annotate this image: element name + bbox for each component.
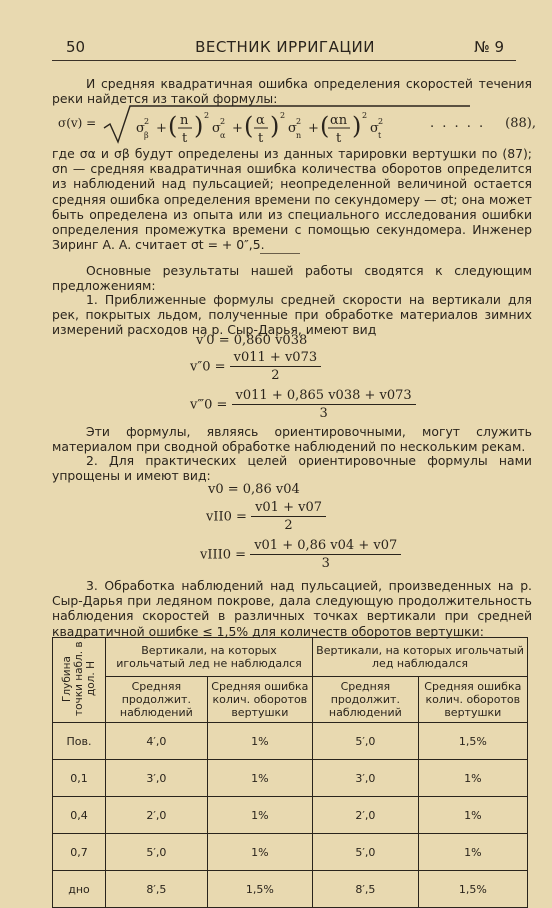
duration-table (52, 637, 528, 908)
item-1: 1. Приближенные формулы средней скорости на вертикали для рек, покрытых льдом, полученные при обработке материалов зимних измерений расходов на р. Сыр-Дарья, имеют вид (52, 292, 532, 338)
svg-text:β: β (144, 131, 149, 140)
svg-text:α: α (220, 131, 226, 140)
svg-text:t: t (336, 131, 342, 144)
results-intro: Основные результаты нашей работы сводятся к следующим предложениям: (52, 263, 532, 294)
svg-text:): ) (194, 112, 204, 140)
svg-text:t: t (182, 131, 188, 144)
item-2: 2. Для практических целей ориентировочные формулы нами упрощены и имеют вид: (52, 453, 532, 484)
svg-text:2: 2 (362, 111, 368, 120)
formula-88-dots: . . . . . (430, 116, 486, 131)
svg-text:σ: σ (136, 121, 145, 136)
svg-text:): ) (270, 112, 280, 140)
page-number: 50 (66, 38, 86, 56)
table-row: 0,4 2′,0 1% 2′,0 1% (53, 797, 528, 834)
svg-text:(: ( (320, 112, 330, 140)
svg-text:2: 2 (280, 111, 286, 120)
formula-v0-iii: vIII0 = $\frac{v01 + 0,86 v04 + v07}{3}$ (200, 538, 401, 572)
svg-text:t: t (258, 131, 264, 144)
journal-title: ВЕСТНИК ИРРИГАЦИИ (195, 38, 375, 56)
svg-text:): ) (352, 112, 362, 140)
svg-text:(: ( (168, 112, 178, 140)
header-rule (52, 60, 516, 61)
table-row: Пов. 4′,0 1% 5′,0 1,5% (53, 723, 528, 760)
explanation-paragraph: где σα и σβ будут определены из данных тарировки вертушки по (87); σn — средняя квадратичная ошибка количества оборотов определится из наблюдений над пульсацией; неопределенной величиной остается средняя ошибка определения времени по секундомеру — σt; она может быть определена из опыта или из специального исследования ошибки определения промежутка времени с помощью секундомера. Инженер Зиринг А. А. считает σt = + 0″,5. (52, 146, 532, 253)
group-ice-header: Вертикали, на которых игольчатый лед наблюдался (313, 638, 528, 677)
formula-88-radical (102, 104, 472, 144)
svg-text:2: 2 (204, 111, 210, 120)
table-row: 0,1 3′,0 1% 3′,0 1% (53, 760, 528, 797)
table-row: 0,7 5′,0 1% 5′,0 1% (53, 834, 528, 871)
col-duration-2: Средняя продолжит. наблюдений (313, 677, 419, 723)
svg-text:+: + (156, 121, 167, 136)
svg-text:(: ( (244, 112, 254, 140)
intro-paragraph: И средняя квадратичная ошибка определения скоростей течения реки найдется из такой формулы: (52, 76, 532, 107)
svg-text:αn: αn (330, 113, 348, 128)
svg-text:α: α (256, 113, 265, 128)
svg-text:+: + (232, 121, 243, 136)
svg-text:σ: σ (288, 121, 297, 136)
item-1-note: Эти формулы, являясь ориентировочными, могут служить материалом при сводной обработке наблюдений по нескольким рекам. (52, 424, 532, 455)
svg-text:2: 2 (220, 117, 226, 126)
formula-88 (58, 104, 536, 144)
formula-88-lhs: σ(v) = (58, 116, 97, 130)
svg-text:2: 2 (378, 117, 384, 126)
svg-text:σ: σ (212, 121, 221, 136)
issue-number: № 9 (474, 38, 504, 56)
formula-v0-simple: v0 = 0,86 v04 (208, 482, 300, 497)
group-no-ice-header: Вертикали, на которых игольчатый лед не наблюдался (106, 638, 313, 677)
page-header (66, 38, 504, 58)
svg-text:n: n (296, 131, 302, 140)
svg-text:+: + (308, 121, 319, 136)
svg-text:t: t (378, 131, 382, 140)
formula-v0-ii: vII0 = $\frac{v01 + v07}{2}$ (206, 500, 326, 534)
item-3: 3. Обработка наблюдений над пульсацией, произведенных на р. Сыр-Дарья при ледяном покрове, дала следующую продолжительность наблюдения скоростей в различных точках вертикали при средней квадратичной ошибке ≤ 1,5% для количеств оборотов вертушки: (52, 578, 532, 639)
col-duration-1: Средняя продолжит. наблюдений (106, 677, 208, 723)
formula-v0-triple-prime: v‴0 = $\frac{v011 + 0,865 v038 + v073}{3}$ (190, 388, 416, 422)
svg-text:2: 2 (144, 117, 150, 126)
formula-v0-prime: v′0 = 0,860 v038 (196, 333, 308, 348)
table-row: дно 8′,5 1,5% 8′,5 1,5% (53, 871, 528, 908)
formula-88-number: (88), (505, 116, 536, 131)
svg-text:σ: σ (370, 121, 379, 136)
svg-text:n: n (180, 113, 189, 128)
col-error-1: Средняя ошибка колич. оборотов вертушки (207, 677, 312, 723)
depth-header: Глубина точки набл. в дол. Н (53, 638, 106, 723)
section-separator (260, 253, 300, 254)
svg-text:2: 2 (296, 117, 302, 126)
col-error-2: Средняя ошибка колич. оборотов вертушки (418, 677, 527, 723)
formula-v0-double-prime: v″0 = $\frac{v011 + v073}{2}$ (190, 350, 321, 384)
